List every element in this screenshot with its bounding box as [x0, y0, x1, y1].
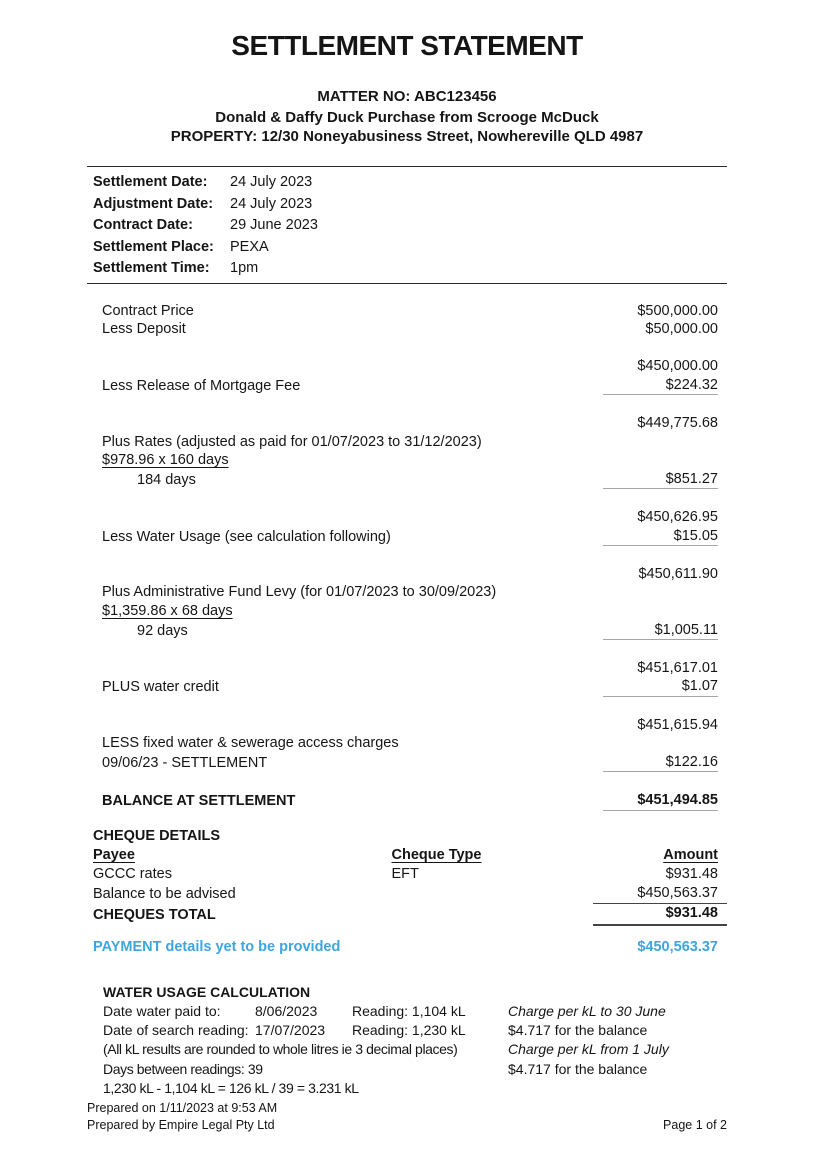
water-usage-date: 8/06/2023 — [255, 1002, 318, 1019]
payee-column-header: Payee — [93, 846, 135, 863]
transaction-parties: Donald & Daffy Duck Purchase from Scrooge McDuck — [215, 109, 599, 126]
cheque-row — [87, 865, 727, 884]
statement-row — [87, 433, 727, 452]
statement-line-label: Plus Administrative Fund Levy (for 01/07/2023 to 30/09/2023) — [102, 584, 497, 601]
water-usage-date: 17/07/2023 — [255, 1022, 326, 1039]
cheques-total-row — [87, 904, 727, 925]
info-value: 1pm — [230, 260, 259, 276]
prepared-by: Prepared by Empire Legal Pty Ltd — [87, 1118, 275, 1132]
statement-line-label: Contract Price — [102, 302, 194, 319]
statement-spacer — [87, 395, 727, 414]
statement-line-amount: $450,626.95 — [637, 509, 718, 526]
statement-row — [87, 527, 727, 547]
info-value: 24 July 2023 — [230, 195, 313, 212]
statement-line-amount: $451,494.85 — [603, 791, 718, 811]
statement-row — [87, 659, 727, 678]
statement-row — [87, 320, 727, 339]
document-content — [0, 30, 815, 1098]
settlement-info-row — [93, 194, 727, 216]
water-usage-label: Date of search reading: — [103, 1022, 249, 1039]
amount-column-header: Amount — [663, 846, 718, 863]
cheque-details-section — [87, 827, 727, 957]
cheques-total-amount: $931.48 — [593, 904, 727, 925]
statement-spacer — [87, 640, 727, 659]
settlement-info-row — [93, 215, 727, 237]
statement-row — [87, 602, 727, 621]
cheque-header-row — [87, 846, 727, 865]
statement-row — [87, 621, 727, 641]
statement-line-amount: $450,000.00 — [637, 358, 718, 375]
statement-table — [87, 302, 727, 811]
statement-line-label: Less Deposit — [102, 321, 186, 338]
statement-row — [87, 677, 727, 697]
settlement-info-table — [87, 166, 727, 284]
statement-line-amount: $851.27 — [603, 470, 718, 490]
statement-line-amount: $50,000.00 — [645, 321, 718, 338]
statement-line-label: Less Release of Mortgage Fee — [102, 377, 301, 394]
info-label: Contract Date: — [93, 217, 193, 233]
water-usage-heading: WATER USAGE CALCULATION — [103, 983, 311, 1000]
cheque-amount: $450,563.37 — [593, 884, 727, 904]
matter-number: MATTER NO: ABC123456 — [317, 88, 497, 105]
statement-line-label: Plus Rates (adjusted as paid for 01/07/2023 to 31/12/2023) — [102, 433, 482, 450]
info-value: 24 July 2023 — [230, 174, 313, 190]
water-usage-label: Date water paid to: — [103, 1002, 221, 1019]
statement-row — [87, 791, 727, 811]
statement-row — [87, 508, 727, 527]
info-label: Settlement Time: — [93, 260, 210, 276]
water-usage-text: (All kL results are rounded to whole litres ie 3 decimal places) — [103, 1041, 458, 1058]
water-usage-charge-note: $4.717 for the balance — [508, 1060, 648, 1077]
water-usage-text: Days between readings: 39 — [103, 1060, 263, 1077]
statement-line-label: PLUS water credit — [102, 679, 219, 696]
info-label: Adjustment Date: — [93, 195, 214, 212]
info-value: 29 June 2023 — [230, 217, 318, 233]
statement-line-amount: $451,615.94 — [637, 716, 718, 733]
statement-line-amount: $449,775.68 — [637, 415, 718, 432]
prepared-on: Prepared on 1/11/2023 at 9:53 AM — [87, 1101, 278, 1115]
cheques-total-label: CHEQUES TOTAL — [93, 907, 216, 924]
cheque-payee: GCCC rates — [93, 865, 172, 882]
water-usage-charge-note: Charge per kL from 1 July — [508, 1041, 669, 1058]
statement-row — [87, 451, 727, 470]
payment-note-amount: $450,563.37 — [637, 938, 718, 955]
water-usage-charge-note — [508, 1079, 727, 1098]
cheque-amount: $931.48 — [665, 865, 718, 882]
statement-spacer — [87, 697, 727, 716]
water-usage-reading: Reading: 1,230 kL — [352, 1022, 466, 1039]
statement-spacer — [87, 339, 727, 358]
water-usage-charge-note: Charge per kL to 30 June — [508, 1002, 666, 1019]
cheque-type: EFT — [391, 865, 419, 882]
cheque-rows — [87, 865, 727, 904]
statement-line-label: 184 days — [137, 471, 196, 488]
statement-row — [87, 734, 727, 753]
water-usage-charge-note: $4.717 for the balance — [508, 1022, 648, 1039]
document-title: SETTLEMENT STATEMENT — [231, 30, 583, 61]
statement-line-label: $1,359.86 x 68 days — [102, 603, 233, 619]
statement-line-amount: $122.16 — [603, 753, 718, 773]
settlement-info-row — [93, 172, 727, 194]
statement-line-amount: $15.05 — [603, 527, 718, 547]
statement-row — [87, 716, 727, 735]
info-label: Settlement Place: — [93, 238, 214, 255]
statement-line-amount: $451,617.01 — [637, 659, 718, 676]
statement-spacer — [87, 489, 727, 508]
water-usage-text: 1,230 kL - 1,104 kL = 126 kL / 39 = 3.231 kL — [103, 1080, 359, 1097]
statement-line-label: 92 days — [137, 622, 188, 639]
cheque-payee: Balance to be advised — [93, 886, 236, 903]
statement-row — [87, 753, 727, 773]
cheque-row — [87, 884, 727, 904]
statement-line-label: Less Water Usage (see calculation following) — [102, 528, 391, 545]
payment-note-row — [87, 938, 727, 957]
statement-row — [87, 357, 727, 376]
statement-spacer — [87, 772, 727, 791]
info-value: PEXA — [230, 238, 269, 255]
statement-row — [87, 583, 727, 602]
settlement-info-row — [93, 258, 727, 280]
page-number: Page 1 of 2 — [663, 1118, 727, 1132]
statement-line-label: 09/06/23 - SETTLEMENT — [102, 754, 268, 771]
water-usage-reading: Reading: 1,104 kL — [352, 1002, 466, 1019]
statement-row — [87, 470, 727, 490]
statement-spacer — [87, 546, 727, 565]
property-address: PROPERTY: 12/30 Noneyabusiness Street, Nowhereville QLD 4987 — [170, 128, 644, 145]
statement-row — [87, 376, 727, 396]
statement-line-amount: $224.32 — [603, 376, 718, 396]
statement-row — [87, 414, 727, 433]
cheque-type-column-header: Cheque Type — [391, 846, 482, 863]
statement-line-label: $978.96 x 160 days — [102, 452, 229, 469]
settlement-info-row — [93, 237, 727, 259]
statement-line-amount: $1,005.11 — [603, 621, 718, 641]
water-usage-section — [103, 983, 727, 1099]
info-label: Settlement Date: — [93, 174, 208, 190]
statement-line-label: BALANCE AT SETTLEMENT — [102, 792, 296, 809]
payment-note-label: PAYMENT details yet to be provided — [93, 938, 341, 955]
statement-line-amount: $500,000.00 — [637, 302, 718, 319]
statement-row — [87, 565, 727, 584]
water-usage-grid — [103, 1002, 727, 1098]
document-footer — [87, 1100, 727, 1134]
statement-line-amount: $450,611.90 — [638, 565, 718, 582]
statement-line-label: LESS fixed water & sewerage access charges — [102, 735, 399, 752]
cheque-details-heading: CHEQUE DETAILS — [93, 827, 221, 844]
statement-row — [87, 302, 727, 321]
statement-line-amount: $1.07 — [603, 677, 718, 697]
